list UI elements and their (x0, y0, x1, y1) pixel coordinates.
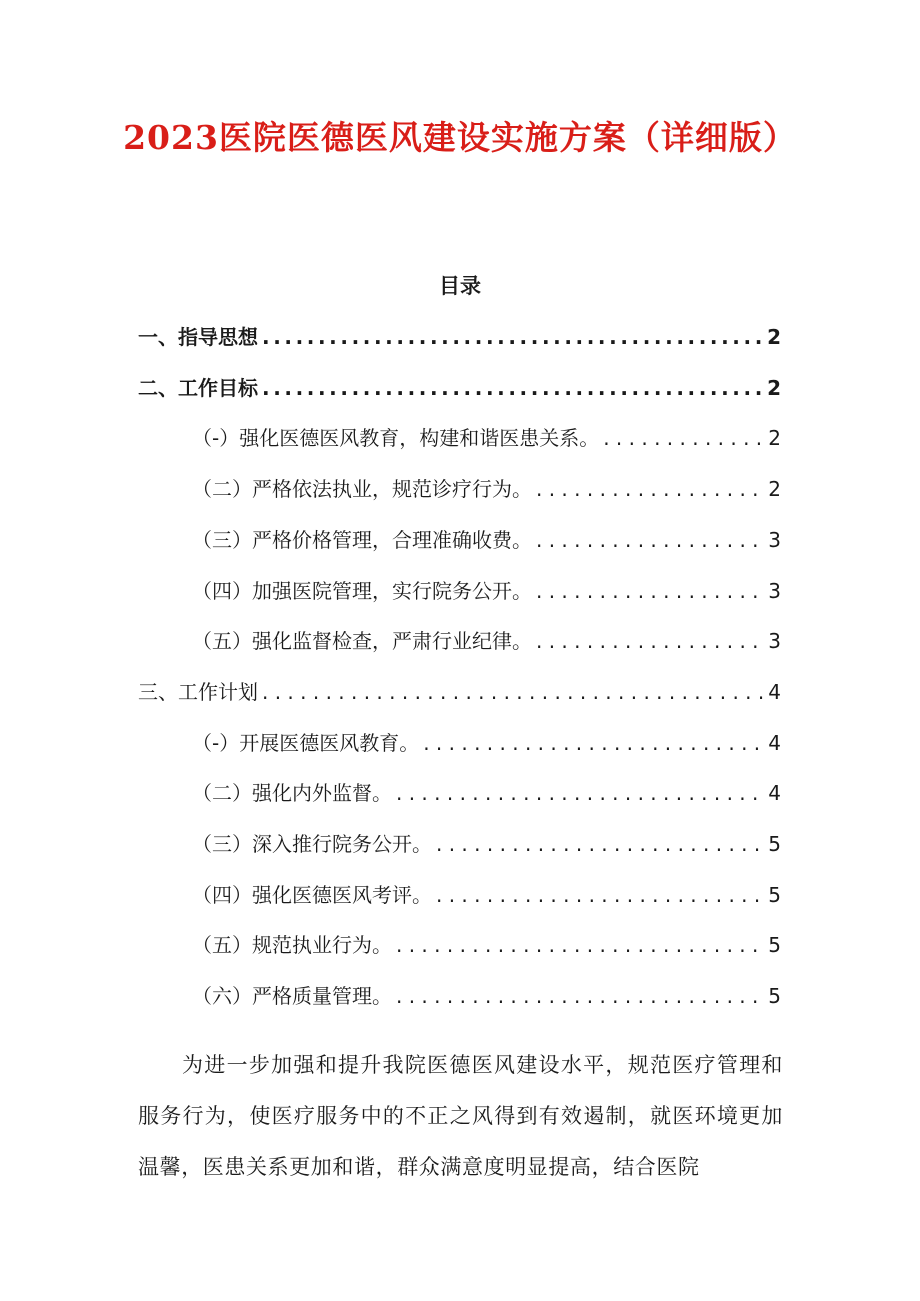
toc-entry-label: （五）规范执业行为。 (192, 933, 392, 957)
toc-dot-leader (532, 474, 764, 504)
toc-entry-page-number: 3 (768, 579, 781, 603)
toc-entry[interactable] (138, 322, 781, 352)
toc-entry-label: 一、指导思想 (138, 325, 258, 349)
toc-dot-leader (258, 373, 763, 403)
toc-entry-page-number: 4 (768, 731, 781, 755)
toc-entry-label: （二）严格依法执业，规范诊疗行为。 (192, 477, 532, 501)
toc-entry-page-number: 4 (768, 680, 781, 704)
toc-dot-leader (599, 423, 764, 453)
toc-entry-label: （四）强化医德医风考评。 (192, 883, 432, 907)
toc-entry-label: （六）严格质量管理。 (192, 984, 392, 1008)
toc-entry[interactable] (192, 778, 781, 808)
toc-dot-leader (392, 778, 764, 808)
toc-entry[interactable] (192, 930, 781, 960)
toc-entry-page-number: 3 (768, 629, 781, 653)
toc-dot-leader (432, 829, 764, 859)
toc-entry-label: （五）强化监督检查，严肃行业纪律。 (192, 629, 532, 653)
toc-entry[interactable] (192, 576, 781, 606)
toc-entry-page-number: 2 (767, 325, 781, 349)
toc-dot-leader (419, 728, 764, 758)
toc-entry[interactable] (192, 981, 781, 1011)
toc-dot-leader (532, 626, 764, 656)
toc-entry[interactable] (138, 677, 781, 707)
toc-entry-page-number: 4 (768, 781, 781, 805)
toc-entry[interactable] (192, 525, 781, 555)
toc-entry-page-number: 5 (768, 933, 781, 957)
toc-entry[interactable] (192, 423, 781, 453)
toc-dot-leader (258, 677, 764, 707)
toc-entry-label: （二）强化内外监督。 (192, 781, 392, 805)
toc-dot-leader (392, 930, 764, 960)
toc-entry-page-number: 5 (768, 984, 781, 1008)
toc-entry-label: （三）深入推行院务公开。 (192, 832, 432, 856)
toc-entry[interactable] (138, 373, 781, 403)
toc-entry-page-number: 5 (768, 832, 781, 856)
toc-entry-label: 三、工作计划 (138, 680, 258, 704)
toc-dot-leader (258, 322, 763, 352)
toc-entry[interactable] (192, 829, 781, 859)
toc-entry[interactable] (192, 626, 781, 656)
toc-entry-label: （四）加强医院管理，实行院务公开。 (192, 579, 532, 603)
toc-entry[interactable] (192, 880, 781, 910)
toc-entry-label: （三）严格价格管理，合理准确收费。 (192, 528, 532, 552)
toc-dot-leader (392, 981, 764, 1011)
toc-dot-leader (432, 880, 764, 910)
toc-entry-label: （-）强化医德医风教育，构建和谐医患关系。 (192, 426, 600, 450)
toc-entry[interactable] (192, 474, 781, 504)
toc-entry-page-number: 3 (768, 528, 781, 552)
toc-entry-page-number: 2 (768, 477, 781, 501)
intro-paragraph: 为进一步加强和提升我院医德医风建设水平，规范医疗管理和服务行为，使医疗服务中的不正之风得到有效遏制，就医环境更加温馨，医患关系更加和谐，群众满意度明显提高，结合医院 (138, 1053, 783, 1179)
toc-entry[interactable] (192, 728, 781, 758)
toc-dot-leader (532, 525, 764, 555)
toc-entry-page-number: 5 (768, 883, 781, 907)
toc-dot-leader (532, 576, 764, 606)
toc-heading: 目录 (439, 274, 481, 298)
document-title: 2023医院医德医风建设实施方案（详细版） (123, 118, 797, 157)
toc-entry-label: （-）开展医德医风教育。 (192, 731, 420, 755)
toc-entry-label: 二、工作目标 (138, 376, 258, 400)
toc-entry-page-number: 2 (768, 426, 781, 450)
toc-entry-page-number: 2 (767, 376, 781, 400)
